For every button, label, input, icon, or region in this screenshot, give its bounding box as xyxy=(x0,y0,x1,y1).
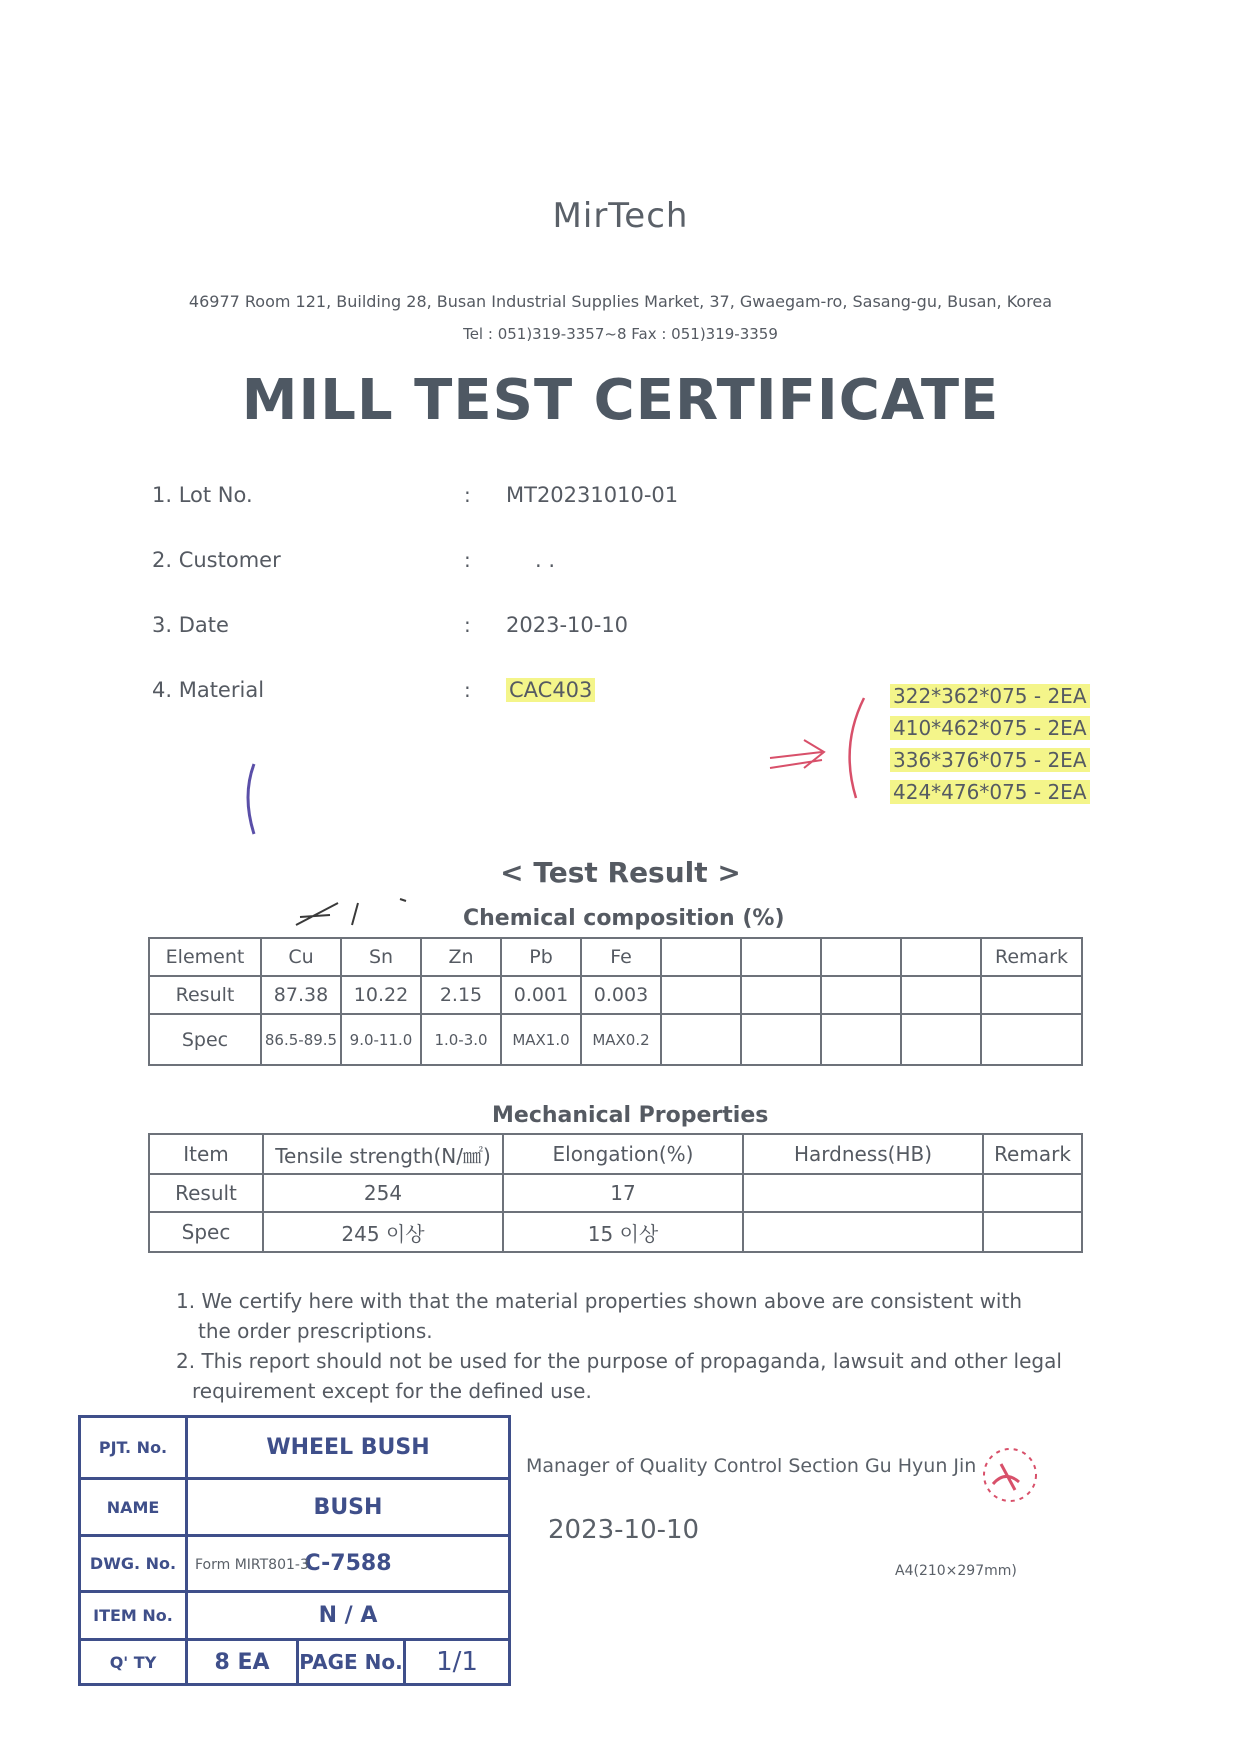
elongation-header: Elongation(%) xyxy=(503,1134,743,1174)
handwritten-arrow-bracket xyxy=(760,690,890,805)
certification-notes xyxy=(176,1286,1096,1406)
empty-cell xyxy=(743,1174,983,1212)
name-label: NAME xyxy=(80,1479,187,1536)
table-row xyxy=(80,1479,510,1536)
dimension-item: 336*376*075 - 2EA xyxy=(890,744,1090,776)
empty-cell xyxy=(901,1014,981,1065)
paper-size: A4(210×297mm) xyxy=(895,1563,1017,1579)
element-sn: Sn xyxy=(341,938,421,976)
empty-cell xyxy=(901,976,981,1014)
empty-cell xyxy=(983,1212,1082,1252)
tensile-result: 254 xyxy=(263,1174,503,1212)
lot-value: MT20231010-01 xyxy=(506,483,679,507)
table-row xyxy=(149,1014,1082,1065)
dimension-item: 322*362*075 - 2EA xyxy=(890,680,1090,712)
material-highlight: CAC403 xyxy=(506,678,595,702)
material-value xyxy=(506,678,595,702)
result-zn: 2.15 xyxy=(421,976,501,1014)
remark-header: Remark xyxy=(983,1134,1082,1174)
hardness-header: Hardness(HB) xyxy=(743,1134,983,1174)
empty-cell xyxy=(821,938,901,976)
handwritten-mark xyxy=(238,760,268,840)
company-name: MirTech xyxy=(552,196,689,236)
date-colon: : xyxy=(464,613,471,637)
empty-cell xyxy=(743,1212,983,1252)
document-title: MILL TEST CERTIFICATE xyxy=(241,368,1000,433)
pjt-label: PJT. No. xyxy=(80,1417,187,1479)
spec-header: Spec xyxy=(149,1014,261,1065)
empty-cell xyxy=(741,938,821,976)
spec-zn: 1.0-3.0 xyxy=(421,1014,501,1065)
page-label: PAGE No. xyxy=(298,1640,405,1685)
qty-label: Q' TY xyxy=(80,1640,187,1685)
empty-cell xyxy=(741,976,821,1014)
dimension-list xyxy=(890,680,1090,808)
empty-cell xyxy=(821,1014,901,1065)
tensile-spec: 245 이상 xyxy=(263,1212,503,1252)
customer-label: 2. Customer xyxy=(152,548,281,572)
empty-cell xyxy=(901,938,981,976)
result-pb: 0.001 xyxy=(501,976,581,1014)
pjt-value: WHEEL BUSH xyxy=(187,1417,510,1479)
element-fe: Fe xyxy=(581,938,661,976)
empty-cell xyxy=(981,976,1082,1014)
lot-label: 1. Lot No. xyxy=(152,483,253,507)
element-header: Element xyxy=(149,938,261,976)
project-info-box xyxy=(78,1415,511,1686)
spec-header: Spec xyxy=(149,1212,263,1252)
table-row xyxy=(149,976,1082,1014)
table-row xyxy=(149,938,1082,976)
table-row xyxy=(149,1174,1082,1212)
table-row xyxy=(80,1640,510,1685)
empty-cell xyxy=(661,1014,741,1065)
elongation-spec: 15 이상 xyxy=(503,1212,743,1252)
company-address: 46977 Room 121, Building 28, Busan Industrial Supplies Market, 37, Gwaegam-ro, Sasang-gu, Busan, Korea xyxy=(188,292,1053,311)
element-zn: Zn xyxy=(421,938,501,976)
elongation-result: 17 xyxy=(503,1174,743,1212)
mechanical-caption: Mechanical Properties xyxy=(492,1103,769,1128)
signature-date: 2023-10-10 xyxy=(548,1515,700,1545)
customer-value: . . xyxy=(535,548,556,572)
note-2-line-2: requirement except for the defined use. xyxy=(192,1379,592,1403)
empty-cell xyxy=(741,1014,821,1065)
item-header: Item xyxy=(149,1134,263,1174)
dwg-label: DWG. No. xyxy=(80,1536,187,1592)
material-colon: : xyxy=(464,678,471,702)
empty-cell xyxy=(661,976,741,1014)
result-sn: 10.22 xyxy=(341,976,421,1014)
form-number: Form MIRT801-3 xyxy=(195,1557,309,1573)
mechanical-table xyxy=(148,1133,1083,1253)
lot-colon: : xyxy=(464,483,471,507)
customer-colon: : xyxy=(464,548,471,572)
note-1-line-1: 1. We certify here with that the material properties shown above are consistent with xyxy=(176,1289,1022,1313)
chemical-caption: Chemical composition (%) xyxy=(463,906,785,931)
test-result-title: < Test Result > xyxy=(500,856,741,889)
item-no-value: N / A xyxy=(187,1592,510,1640)
dwg-value: C-7588 xyxy=(187,1536,510,1592)
spec-sn: 9.0-11.0 xyxy=(341,1014,421,1065)
company-contact: Tel : 051)319-3357~8 Fax : 051)319-3359 xyxy=(463,325,778,343)
page-value: 1/1 xyxy=(405,1640,510,1685)
dimension-item: 410*462*075 - 2EA xyxy=(890,712,1090,744)
table-row xyxy=(149,1212,1082,1252)
empty-cell xyxy=(981,1014,1082,1065)
empty-cell xyxy=(983,1174,1082,1212)
date-value: 2023-10-10 xyxy=(506,613,629,637)
tensile-header: Tensile strength(N/㎟) xyxy=(263,1134,503,1174)
remark-header: Remark xyxy=(981,938,1082,976)
table-row xyxy=(149,1134,1082,1174)
result-fe: 0.003 xyxy=(581,976,661,1014)
result-header: Result xyxy=(149,1174,263,1212)
item-no-label: ITEM No. xyxy=(80,1592,187,1640)
table-row xyxy=(80,1592,510,1640)
qty-value: 8 EA xyxy=(187,1640,298,1685)
note-1-line-2: the order prescriptions. xyxy=(198,1319,433,1343)
note-2-line-1: 2. This report should not be used for the purpose of propaganda, lawsuit and other legal xyxy=(176,1349,1062,1373)
element-pb: Pb xyxy=(501,938,581,976)
dimension-item: 424*476*075 - 2EA xyxy=(890,776,1090,808)
name-value: BUSH xyxy=(187,1479,510,1536)
table-row xyxy=(80,1417,510,1479)
chemical-table xyxy=(148,937,1083,1066)
stamp-seal-icon xyxy=(975,1440,1045,1510)
date-label: 3. Date xyxy=(152,613,229,637)
material-label: 4. Material xyxy=(152,678,265,702)
manager-signature: Manager of Quality Control Section Gu Hyun Jin xyxy=(526,1455,977,1477)
spec-cu: 86.5-89.5 xyxy=(261,1014,341,1065)
element-cu: Cu xyxy=(261,938,341,976)
spec-pb: MAX1.0 xyxy=(501,1014,581,1065)
result-header: Result xyxy=(149,976,261,1014)
empty-cell xyxy=(661,938,741,976)
empty-cell xyxy=(821,976,901,1014)
handwritten-scribble xyxy=(290,895,420,935)
result-cu: 87.38 xyxy=(261,976,341,1014)
spec-fe: MAX0.2 xyxy=(581,1014,661,1065)
